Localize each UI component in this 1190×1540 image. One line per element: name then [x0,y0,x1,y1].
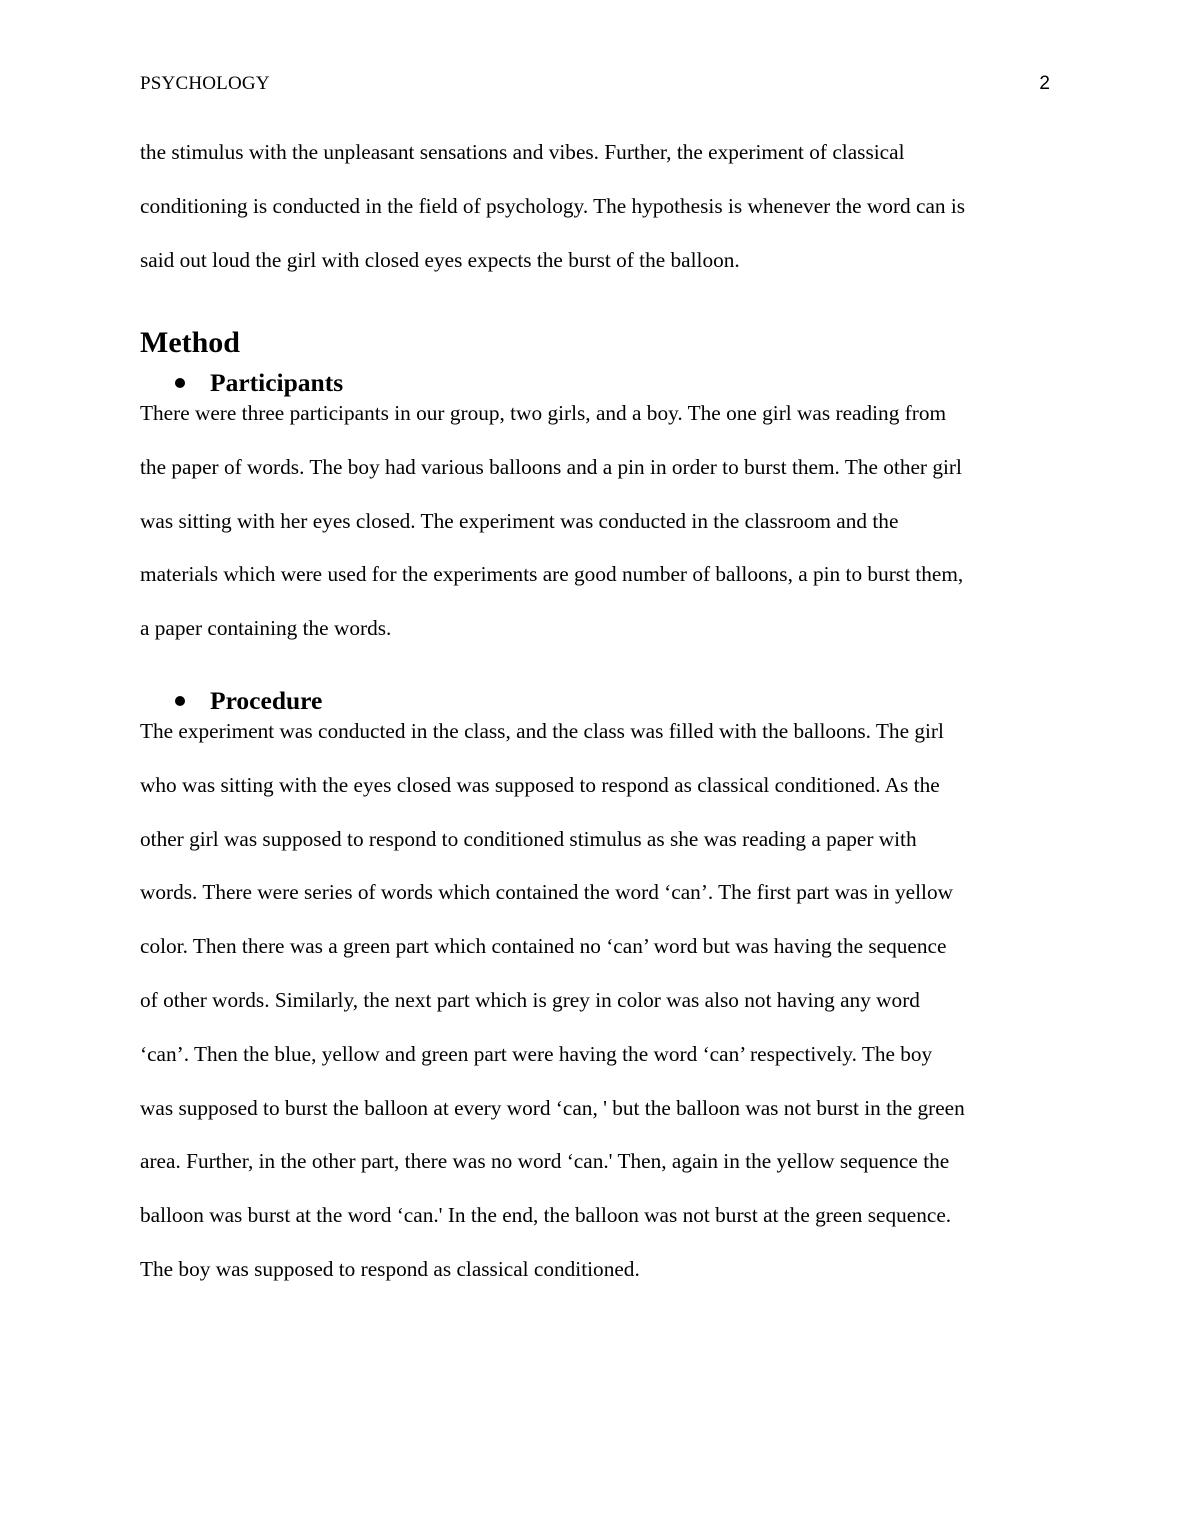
paragraph-line: of other words. Similarly, the next part which is grey in color was also not having any word [140,987,920,1012]
paragraph-line: balloon was burst at the word ‘can.' In the end, the balloon was not burst at the green sequence. [140,1203,952,1228]
paragraph-line: the stimulus with the unpleasant sensations and vibes. Further, the experiment of classical [140,140,905,164]
paragraph-line: words. There were series of words which contained the word ‘can’. The first part was in yellow [140,880,953,905]
participants-paragraph [140,387,1055,656]
paragraph-line: area. Further, in the other part, there was no word ‘can.' Then, again in the yellow sequence the [140,1149,950,1174]
procedure-paragraph [140,705,1055,1297]
paragraph-line: There were three participants in our group, two girls, and a boy. The one girl was reading from [140,401,947,425]
paragraph-line: conditioning is conducted in the field of psychology. The hypothesis is whenever the word can is [140,193,966,218]
paragraph-line: ‘can’. Then the blue, yellow and green part were having the word ‘can’ respectively. The boy [140,1041,933,1066]
page-number: 2 [1039,73,1050,94]
paragraph-line: the paper of words. The boy had various balloons and a pin in order to burst them. The other girl [140,454,962,479]
paragraph-line: color. Then there was a green part which contained no ‘can’ word but was having the sequence [140,934,947,959]
paragraph-line: was sitting with her eyes closed. The experiment was conducted in the classroom and the [140,508,899,533]
paragraph-line: materials which were used for the experiments are good number of balloons, a pin to burst them, [140,562,964,587]
procedure-heading-label: Procedure [210,686,323,715]
paragraph-line: a paper containing the words. [140,616,392,641]
paragraph-line: who was sitting with the eyes closed was supposed to respond as classical conditioned. As the [140,772,940,797]
paragraph-line: other girl was supposed to respond to conditioned stimulus as she was reading a paper with [140,826,917,851]
paragraph-line: was supposed to burst the balloon at every word ‘can, ' but the balloon was not burst in the green [140,1095,965,1120]
method-heading: Method [140,326,240,359]
paragraph-line: The boy was supposed to respond as classical conditioned. [140,1256,640,1281]
paragraph-line: said out loud the girl with closed eyes expects the burst of the balloon. [140,247,740,272]
participants-heading-label: Participants [210,368,344,397]
intro-paragraph [140,126,1055,287]
paragraph-line: The experiment was conducted in the class, and the class was filled with the balloons. The girl [140,719,944,743]
running-head: PSYCHOLOGY [140,73,270,94]
